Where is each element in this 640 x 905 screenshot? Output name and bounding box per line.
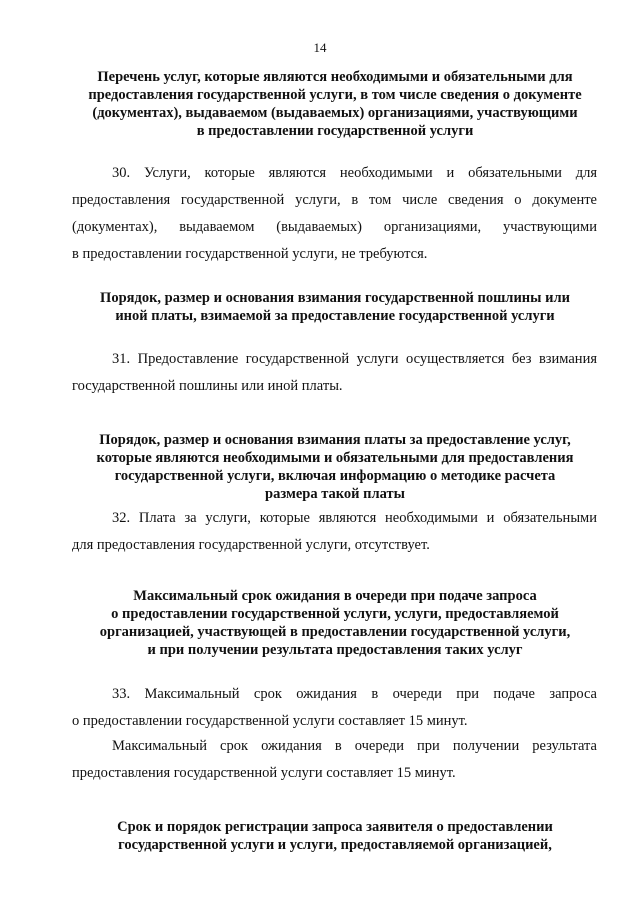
paragraph-line: предоставления государственной услуги, в том числе сведения о документе [72, 192, 597, 208]
heading-line: в предоставлении государственной услуги [196, 123, 474, 139]
heading-line: государственной услуги, включая информацию о методике расчета [114, 468, 556, 484]
heading-line: (документах), выдаваемом (выдаваемых) организациями, участвующими [92, 105, 578, 121]
heading-line: предоставления государственной услуги, в том числе сведения о документе [88, 87, 582, 103]
paragraph-line: 32. Плата за услуги, которые являются необходимыми и обязательными [112, 510, 597, 526]
paragraph-line: о предоставлении государственной услуги составляет 15 минут. [72, 713, 468, 729]
paragraph-line: 31. Предоставление государственной услуги осуществляется без взимания [112, 351, 597, 367]
paragraph-30 [72, 160, 597, 268]
page-number: 14 [313, 40, 327, 55]
paragraph-line: Максимальный срок ожидания в очереди при получении результата [112, 738, 597, 754]
paragraph-31 [72, 346, 597, 400]
paragraph-line: (документах), выдаваемом (выдаваемых) организациями, участвующими [72, 219, 597, 235]
section-heading-queue-time [70, 587, 600, 659]
heading-line: размера такой платы [265, 486, 405, 502]
heading-line: о предоставлении государственной услуги, услуги, предоставляемой [111, 606, 559, 622]
heading-line: организацией, участвующей в предоставлении государственной услуги, [99, 624, 571, 640]
section-heading-registration [70, 818, 600, 854]
heading-line: которые являются необходимыми и обязательными для предоставления [96, 450, 574, 466]
paragraph-line: 30. Услуги, которые являются необходимыми и обязательными для [112, 165, 597, 181]
paragraph-33 [72, 681, 597, 735]
paragraph-line: в предоставлении государственной услуги, не требуются. [72, 246, 428, 262]
paragraph-line: государственной пошлины или иной платы. [72, 378, 343, 394]
heading-line: государственной услуги и услуги, предоставляемой организацией, [118, 837, 552, 853]
section-heading-services-list [70, 68, 600, 140]
paragraph-line: 33. Максимальный срок ожидания в очереди при подаче запроса [112, 686, 597, 702]
paragraph-33-continued [72, 733, 597, 787]
paragraph-32 [72, 505, 597, 559]
heading-line: и при получении результата предоставления таких услуг [147, 642, 523, 658]
heading-line: иной платы, взимаемой за предоставление государственной услуги [115, 308, 555, 324]
section-heading-state-fee [70, 289, 600, 325]
heading-line: Срок и порядок регистрации запроса заявителя о предоставлении [117, 819, 553, 835]
heading-line: Порядок, размер и основания взимания платы за предоставление услуг, [99, 432, 571, 448]
heading-line: Перечень услуг, которые являются необходимыми и обязательными для [97, 69, 573, 85]
paragraph-line: для предоставления государственной услуги, отсутствует. [72, 537, 430, 553]
section-heading-fee-for-services [70, 431, 600, 503]
paragraph-line: предоставления государственной услуги составляет 15 минут. [72, 765, 456, 781]
heading-line: Максимальный срок ожидания в очереди при подаче запроса [133, 588, 537, 604]
heading-line: Порядок, размер и основания взимания государственной пошлины или [100, 290, 570, 306]
